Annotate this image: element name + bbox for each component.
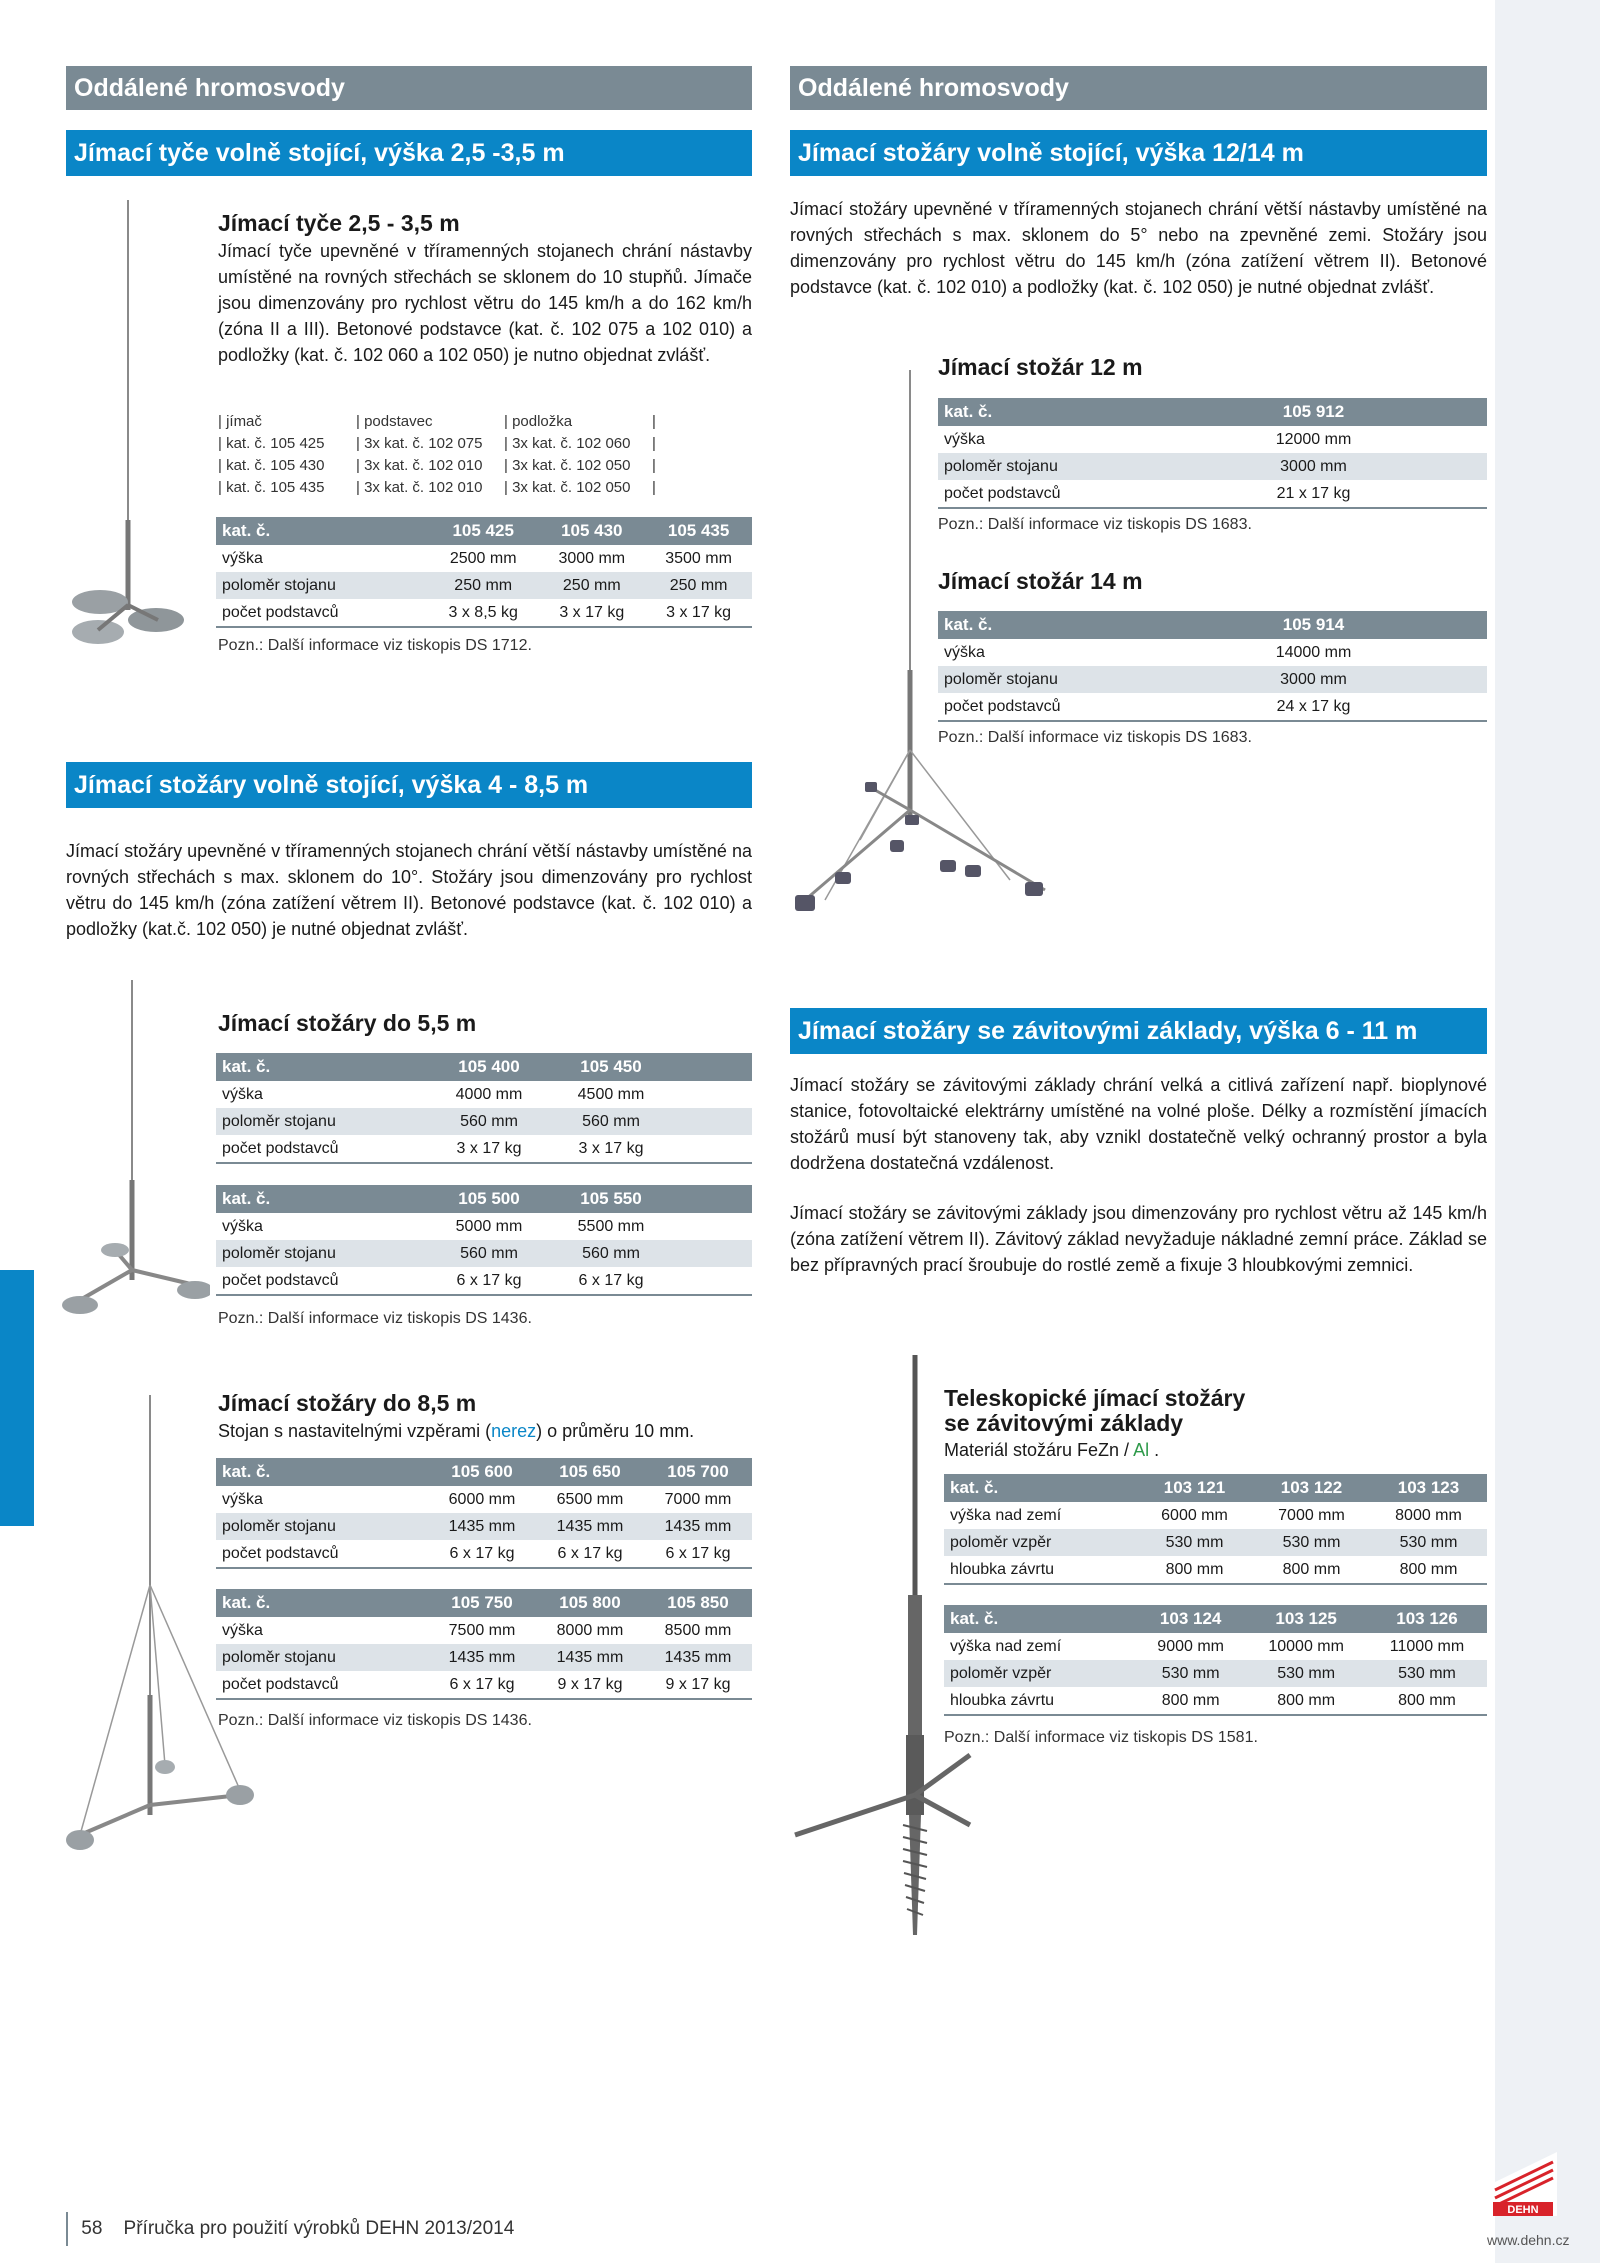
table-header-row: kat. č. 103 124 103 125 103 126 [944,1605,1487,1633]
m85-note: Pozn.: Další informace viz tiskopis DS 1436. [218,1712,532,1729]
tele-title-line1: Teleskopické jímací stožáry [944,1385,1246,1411]
rods-title: Jímací tyče 2,5 - 3,5 m [218,210,460,236]
m85-spec-table-2 [216,1589,752,1700]
rods-spec-table [216,517,752,628]
table-header-row: kat. č. 103 121 103 122 103 123 [944,1474,1487,1502]
page-number: 58 [81,2218,103,2240]
right-section2-title: Jímací stožáry se závitovými základy, výška 6 - 11 m [798,1017,1418,1045]
tele-spec-table-2 [944,1605,1487,1716]
right-section1-text: Jímací stožáry upevněné v tříramenných stojanech chrání větší nástavby umístěné na rovných střechách s max. sklonem do 5° nebo na zpevněné zemi. Stožáry jsou dimenzovány pro rychlost větru do 145 km/h (zóna zatížení větrem II). Betonové podstavce (kat. č. 102 010) a podložky (kat. č. 102 050) je nutné objednat zvlášť. [790,199,1487,297]
table-row: výška nad zemí 6000 mm 7000 mm 8000 mm [944,1502,1487,1529]
table-row: poloměr vzpěr 530 mm 530 mm 530 mm [944,1529,1487,1556]
table-row: hloubka závrtu 800 mm 800 mm 800 mm [944,1687,1487,1715]
table-header-row: kat. č. 105 400 105 450 [216,1053,752,1081]
footer-divider [66,2212,68,2246]
left-section1-bar [66,130,752,176]
m85-title: Jímací stožáry do 8,5 m [218,1390,477,1416]
table-header-row: kat. č. 105 914 [938,611,1487,639]
m85-subtitle: Stojan s nastavitelnými vzpěrami (nerez) o průměru 10 mm. [218,1421,695,1441]
footer-url: www.dehn.cz [1487,2232,1570,2248]
nerez-highlight: nerez [491,1421,537,1441]
list-item: | jímač | podstavec | podložka | [218,412,656,430]
table-row: počet podstavců 6 x 17 kg 9 x 17 kg 9 x 17 kg [216,1671,752,1699]
right-margin-strip [1495,0,1600,2263]
m14-spec-table [938,611,1487,722]
right-section1-title: Jímací stožáry volně stojící, výška 12/14 m [798,139,1304,167]
table-header-row: kat. č. 105 750 105 800 105 850 [216,1589,752,1617]
tele-spec-table-1 [944,1474,1487,1585]
rod-illustration [68,200,188,660]
m12-note: Pozn.: Další informace viz tiskopis DS 1683. [938,516,1252,533]
table-row: hloubka závrtu 800 mm 800 mm 800 mm [944,1556,1487,1584]
table-row: poloměr stojanu 1435 mm 1435 mm 1435 mm [216,1644,752,1671]
table-row: poloměr stojanu 3000 mm [938,666,1487,693]
right-section1-bar [790,130,1487,176]
tele-note: Pozn.: Další informace viz tiskopis DS 1581. [944,1729,1258,1746]
table-row: počet podstavců 24 x 17 kg [938,693,1487,721]
table-header-row: kat. č. 105 600 105 650 105 700 [216,1458,752,1486]
left-section2-bar [66,762,752,808]
tele-title-line2: se závitovými základy [944,1410,1184,1436]
footer-text: Příručka pro použití výrobků DEHN 2013/2014 [123,2218,515,2240]
table-row: poloměr stojanu 250 mm 250 mm 250 mm [216,572,752,599]
left-header-bar [66,66,752,110]
table-row: poloměr stojanu 3000 mm [938,453,1487,480]
dehn-logo-text: DEHN [1507,2204,1539,2216]
m12-spec-table [938,398,1487,509]
table-row: poloměr stojanu 560 mm 560 mm [216,1240,752,1267]
m12-title: Jímací stožár 12 m [938,354,1143,380]
m55-title: Jímací stožáry do 5,5 m [218,1010,477,1036]
rods-note: Pozn.: Další informace viz tiskopis DS 1712. [218,637,532,654]
table-row: poloměr vzpěr 530 mm 530 mm 530 mm [944,1660,1487,1687]
table-row: počet podstavců 21 x 17 kg [938,480,1487,508]
dehn-logo [1487,2144,1559,2224]
table-row: poloměr stojanu 560 mm 560 mm [216,1108,752,1135]
table-row: výška 5000 mm 5500 mm [216,1213,752,1240]
table-row: výška 4000 mm 4500 mm [216,1081,752,1108]
list-item: | kat. č. 105 435 | 3x kat. č. 102 010 | 3x kat. č. 102 050 | [218,478,656,496]
table-header-row: kat. č. 105 500 105 550 [216,1185,752,1213]
m85-spec-table-1 [216,1458,752,1569]
table-row: počet podstavců 6 x 17 kg 6 x 17 kg [216,1267,752,1295]
m14-note: Pozn.: Další informace viz tiskopis DS 1683. [938,729,1252,746]
left-section2-text: Jímací stožáry upevněné v tříramenných stojanech chrání větší nástavby umístěné na rovných střechách s max. sklonem do 10°. Stožáry jsou dimenzovány pro rychlost větru do 145 km/h (zóna zatížení větrem II). Betonové podstavce (kat. č. 102 010) a podložky (kat.č. 102 050) je nutné objednat zvlášť. [66,841,752,939]
al-highlight: Al [1133,1440,1150,1460]
m55-spec-table-1 [216,1053,752,1164]
right-header-title: Oddálené hromosvody [798,74,1069,102]
table-row: počet podstavců 3 x 8,5 kg 3 x 17 kg 3 x 17 kg [216,599,752,627]
right-section2-text-1: Jímací stožáry se závitovými základy chrání velká a citlivá zařízení např. bioplynové stanice, fotovoltaické elektrárny umístěné na volné ploše. Délky a rozmístění jímacích stožárů musí být stanoveny tak, aby vznikl dostatečně velký ochranný prostor a byla dodržena dostatečná vzdálenost. [790,1075,1487,1173]
mast-55-illustration [60,980,210,1330]
table-row: počet podstavců 3 x 17 kg 3 x 17 kg [216,1135,752,1163]
table-row: poloměr stojanu 1435 mm 1435 mm 1435 mm [216,1513,752,1540]
table-header-row: kat. č. 105 425 105 430 105 435 [216,517,752,545]
table-header-row: kat. č. 105 912 [938,398,1487,426]
table-row: výška 6000 mm 6500 mm 7000 mm [216,1486,752,1513]
page-footer [66,2212,514,2246]
rods-components-list [214,410,660,498]
m55-note: Pozn.: Další informace viz tiskopis DS 1436. [218,1310,532,1327]
list-item: | kat. č. 105 425 | 3x kat. č. 102 075 | 3x kat. č. 102 060 | [218,434,656,452]
right-section2-text-2: Jímací stožáry se závitovými základy jsou dimenzovány pro rychlost větru až 145 km/h (zóna zatížení větrem II). Závitový základ nevyžaduje nákladné zemní práce. Základ se bez přípravných prací šroubuje do rostlé země a fixuje 3 hloubkovými zemnici. [790,1203,1487,1275]
rods-text: Jímací tyče upevněné v tříramenných stojanech chrání nástavby umístěné na rovných střechách se sklonem do 10 stupňů. Jímače jsou dimenzovány pro rychlost větru do 145 km/h a do 162 km/h (zóna II a III). Betonové podstavce (kat. č. 102 075 a 102 010) a podložky (kat. č. 102 060 a 102 050) je nutno objednat zvlášť. [218,241,752,365]
tele-material: Materiál stožáru FeZn / Al . [944,1440,1160,1460]
table-row: výška 14000 mm [938,639,1487,666]
list-item: | kat. č. 105 430 | 3x kat. č. 102 010 | 3x kat. č. 102 050 | [218,456,656,474]
table-row: výška 7500 mm 8000 mm 8500 mm [216,1617,752,1644]
chapter-tab [0,1270,34,1526]
left-section2-title: Jímací stožáry volně stojící, výška 4 - 8,5 m [74,771,589,799]
table-row: výška nad zemí 9000 mm 10000 mm 11000 mm [944,1633,1487,1660]
right-section2-bar [790,1008,1487,1054]
table-row: výška 12000 mm [938,426,1487,453]
left-header-title: Oddálené hromosvody [74,74,345,102]
table-row: počet podstavců 6 x 17 kg 6 x 17 kg 6 x 17 kg [216,1540,752,1568]
table-row: výška 2500 mm 3000 mm 3500 mm [216,545,752,572]
m14-title: Jímací stožár 14 m [938,568,1143,594]
right-header-bar [790,66,1487,110]
m55-spec-table-2 [216,1185,752,1296]
left-section1-title: Jímací tyče volně stojící, výška 2,5 -3,5 m [74,139,565,167]
